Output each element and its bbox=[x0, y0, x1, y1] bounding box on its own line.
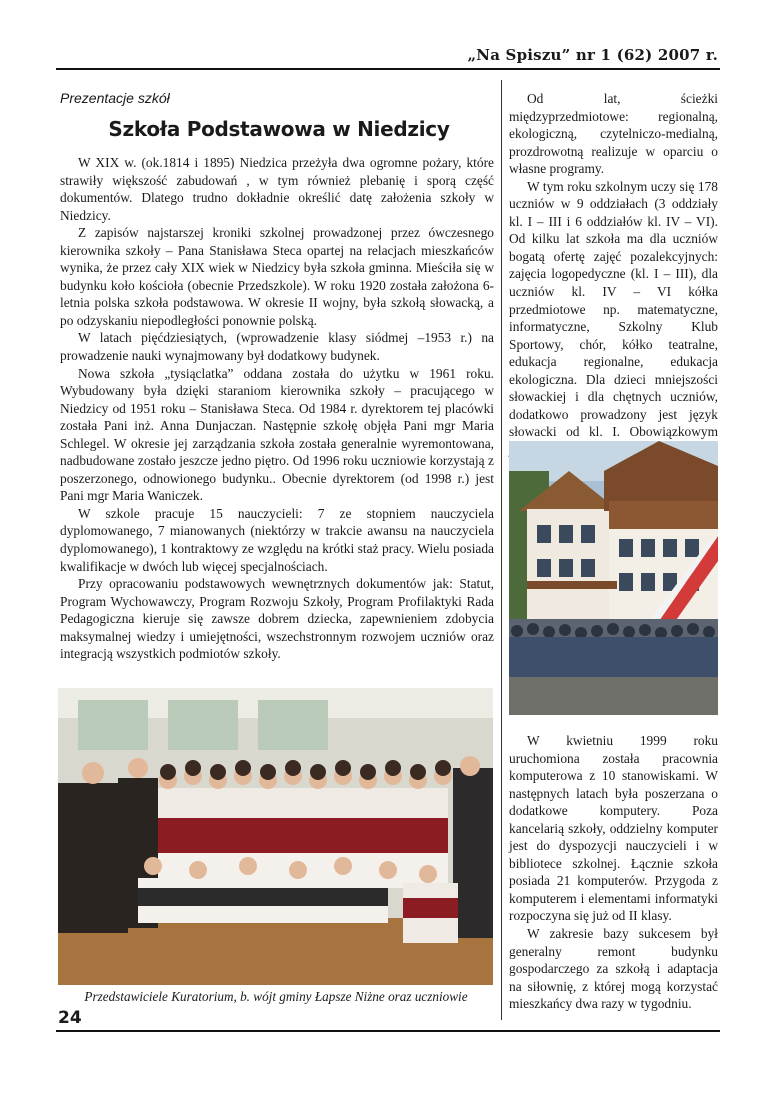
paragraph: W kwietniu 1999 roku uruchomiona została pracownia komputerowa z 10 stanowiskami. W następnych latach była poszerzana o dodatkowe komputery. Poza kancelarią szkoły, oddzielny komputer jest do dyspozycji nauczycieli i w bibliotece szkolnej. Łącznie szkoła posiada 21 komputerów. Przygoda z komputerem i elementami informatyki rozpoczyna się już od II klasy. bbox=[509, 733, 718, 924]
left-column bbox=[60, 154, 494, 663]
section-label: Prezentacje szkół bbox=[60, 90, 170, 106]
school-building-photo bbox=[509, 441, 718, 715]
page-number: 24 bbox=[58, 1008, 82, 1028]
footer-rule bbox=[56, 1030, 720, 1032]
paragraph: Przy opracowaniu podstawowych wewnętrznych dokumentów jak: Statut, Program Wychowawczy, Program Rozwoju Szkoły, Program Profilaktyki Rada Pedagogiczna kieruje się zawsze dobrem dziecka, zapewnieniem zdobycia maksymalnej wiedzy i umiejętności, wszechstronnym rozwojem uczniów oraz integracją wszystkich podmiotów szkoły. bbox=[60, 576, 494, 662]
group-photo bbox=[58, 688, 493, 985]
article-title: Szkoła Podstawowa w Niedzicy bbox=[108, 117, 450, 141]
photo-caption: Przedstawiciele Kuratorium, b. wójt gminy Łapsze Niżne oraz uczniowie bbox=[84, 989, 468, 1004]
school-building-illustration bbox=[509, 441, 718, 715]
column-divider bbox=[501, 80, 502, 1020]
paragraph: W tym roku szkolnym uczy się 178 uczniów w 9 oddziałach (3 oddziały kl. I – III i 6 oddziałów kl. IV – VI). Od kilku lat szkoła ma dla uczniów bogatą ofertę zajęć pozalekcyjnych: zajęcia logopedyczne (kl. I – III), dla uczniów kl. IV – VI kółka przedmiotowe np. matematyczne, informatyczne, Szkolny Klub Sportowy, chór, kółko teatralne, edukacja regionalne, edukacja ekologiczna. Dla dzieci mniejszości słowackiej i dla chętnych uczniów, dodatkowo prowadzony jest język słowacki od kl. I. Obowiązkowym bbox=[509, 178, 718, 440]
paragraph: W zakresie bazy sukcesem był generalny remont budynku gospodarczego za szkołą i adaptacja na siłownię, z której mogą korzystać mieszkańcy dwa razy w tygodniu. bbox=[509, 926, 718, 1012]
paragraph: W szkole pracuje 15 nauczycieli: 7 ze stopniem nauczyciela dyplomowanego, 7 mianowanych (niektórzy w trakcie awansu na nauczyciela dyplomowanego), 1 kontraktowy ze względu na krótki staż pracy. Wielu posiada kwalifikacje w dwóch lub więcej specjalnościach. bbox=[60, 505, 494, 574]
paragraph: Od lat, ścieżki międzyprzedmiotowe: regionalną, ekologiczną, czytelniczo-medialną, prozdrowotną realizuje w oparciu o własne programy. bbox=[509, 91, 718, 177]
paragraph: Z zapisów najstarszej kroniki szkolnej prowadzonej przez ówczesnego kierownika szkoły – Pana Stanisława Steca opartej na relacjach mieszkańców wynika, że przez cały XIX wiek w Niedzicy była szkoła gminna. Mieściła się w budynku koło kościoła (obecnie Przedszkole). W roku 1920 została założona 6-letnia polska szkoła podstawowa. W okresie II wojny, była szkołą słowacką, a po odzyskaniu niepodległości ponownie polską. bbox=[60, 225, 494, 328]
header-rule bbox=[56, 68, 720, 70]
right-column-top bbox=[509, 90, 718, 458]
paragraph: Nowa szkoła „tysiąclatka” oddana została do użytku w 1961 roku. Wybudowany była dzięki staraniom kierownika szkoły – pracującego w Niedzicy od 1951 roku – Stanisława Steca. Od 1984 r. dyrektorem tej placówki została Pani inż. Anna Dunjaczan. Następnie szkołę objęła Pani mgr Maria Schlegel. W okresie jej zarządzania szkoła została generalnie wyremontowana, nadbudowane zostało jeszcze jedno piętro. Od 1996 roku uczniowie korzystają z poszerzonego, odnowionego budynku.. Obecnie dyrektorem (od 1998 r.) jest Pani mgr Maria Waniczek. bbox=[60, 365, 494, 504]
group-photo-illustration bbox=[58, 688, 493, 985]
publication-header: „Na Spiszu” nr 1 (62) 2007 r. bbox=[467, 46, 718, 64]
paragraph: W latach pięćdziesiątych, (wprowadzenie klasy siódmej –1953 r.) na prowadzenie nauki wynajmowany był dodatkowy budynek. bbox=[60, 330, 494, 364]
paragraph: W XIX w. (ok.1814 i 1895) Niedzica przeżyła dwa ogromne pożary, które strawiły większość zabudowań , w tym również plebanię i sporą część dokumentów. Dlatego trudno dokładnie określić datę założenia szkoły w Niedzicy. bbox=[60, 155, 494, 223]
right-column-bottom bbox=[509, 732, 718, 1013]
